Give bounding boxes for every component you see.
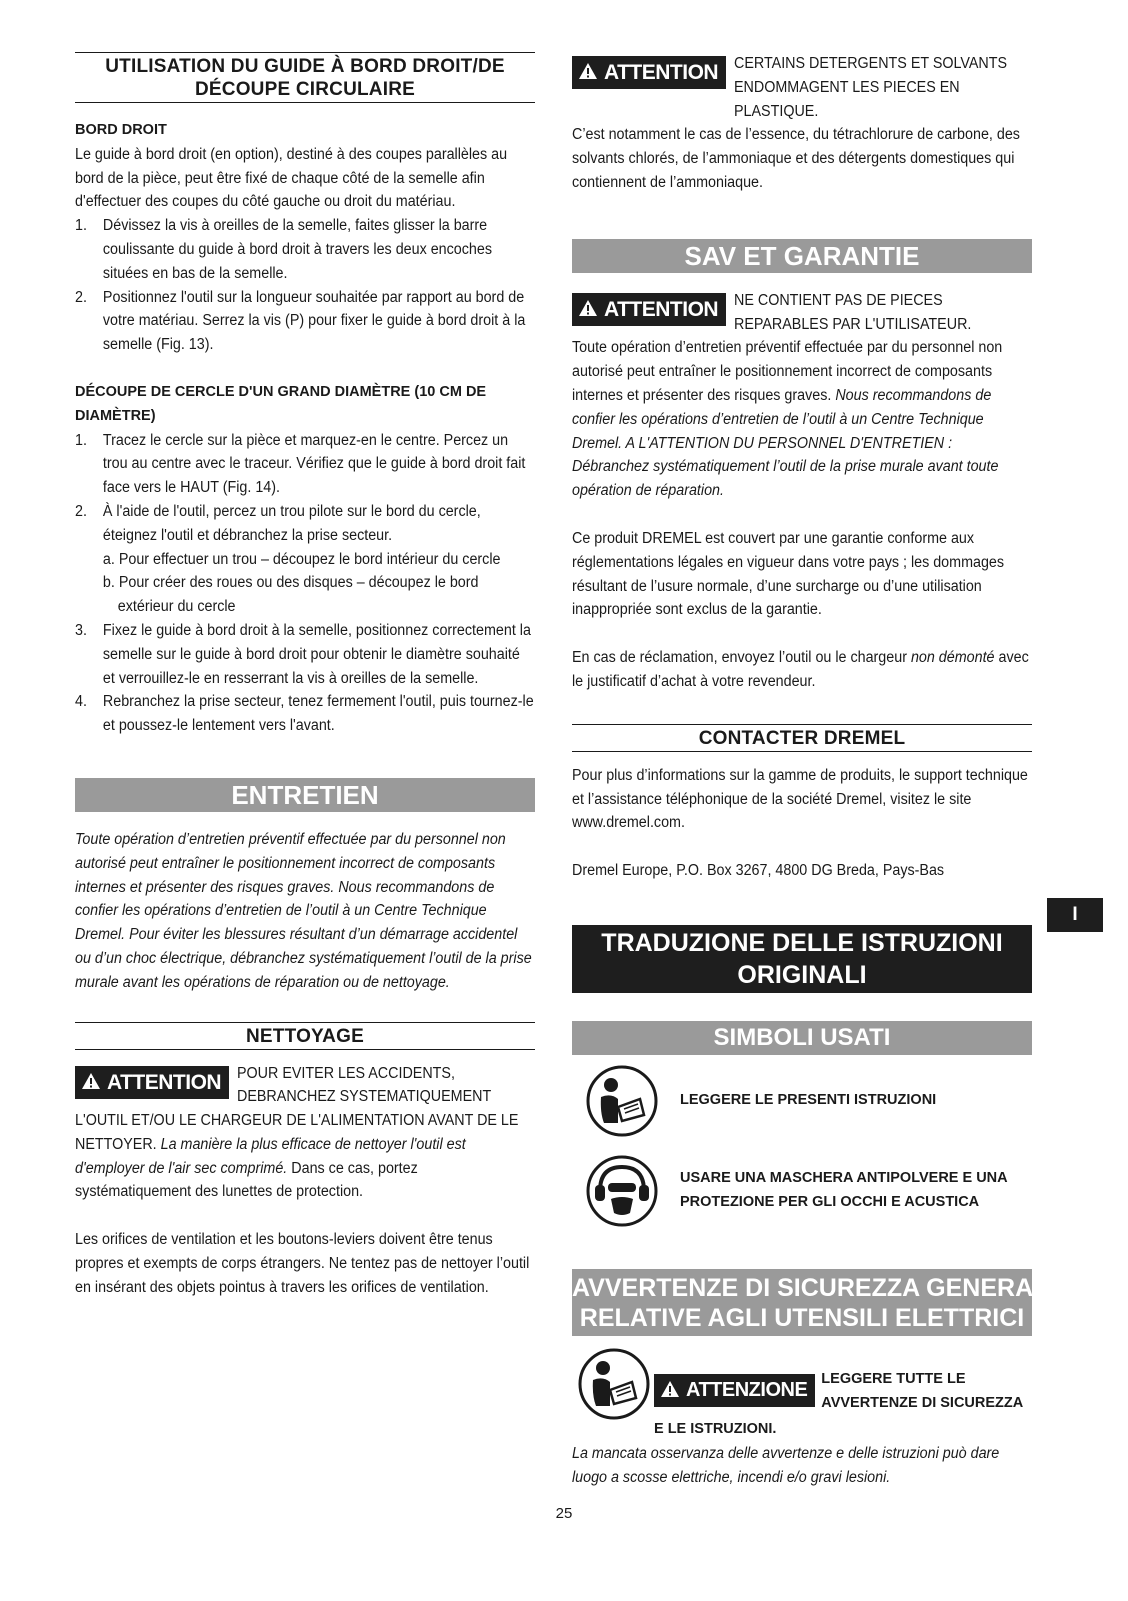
warning-triangle-icon	[578, 62, 598, 80]
attention-badge: ATTENTION	[75, 1066, 229, 1099]
mask-goggles-ear-protection-icon	[584, 1153, 660, 1229]
address-text: Dremel Europe, P.O. Box 3267, 4800 DG Breda, Pays-Bas	[572, 862, 945, 880]
bord-droit-steps	[75, 214, 535, 357]
list-item: 2. Positionnez l'outil sur la longueur souhaitée par rapport au bord de votre matériau. Serrez la vis (P) pour fixer le guide à bord droit à la semelle (Fig. 13).	[75, 288, 526, 354]
bord-droit-text: Le guide à bord droit (en option), destiné à des coupes parallèles au bord de la pièce, peut être fixé de chaque côté de la semelle afin d'effectuer des coupes du côté gauche ou droit du matériau.	[75, 145, 508, 211]
list-item: 2. À l'aide de l'outil, percez un trou pilote sur le bord du cercle, éteignez l'outil et débranchez la prise secteur.	[75, 502, 481, 544]
entretien-text: Toute opération d’entretien préventif effectuée par du personnel non autorisé peut entraîner le positionnement incorrect de composants internes et présenter des risques graves. Nous recommandons de confier les opérations d’entretien de l’outil à un Centre Technique Dremel. Pour éviter les blessures résultant d’un démarrage accidentel ou d’un choc électrique, débranchez systématiquement l’outil de la prise murale avant les opérations de réparation ou de nettoyage.	[75, 830, 532, 991]
contact-title: CONTACTER DREMEL	[572, 724, 1032, 752]
attenzione-warning: ATTENZIONE LEGGERE TUTTE LE AVVERTENZE DI SICUREZZA	[572, 1346, 1032, 1422]
symbol-read-instructions	[572, 1063, 1032, 1139]
right-column	[572, 52, 1056, 1489]
language-tab: I	[1047, 898, 1103, 932]
warning-triangle-icon	[81, 1072, 101, 1090]
read-manual-icon	[584, 1063, 660, 1139]
list-sub-item: b. Pour créer des roues ou des disques – découpez le bord extérieur du cercle	[102, 574, 479, 616]
sav-text: Toute opération d’entretien préventif effectuée par du personnel non autorisé peut entraîner le positionnement incorrect de composants internes et présenter des risques graves. Nous recommandons de confier les opérations d’entretien de l’outil à un Centre Technique Dremel. A L'ATTENTION DU PERSONNEL D'ENTRETIEN : Débranchez systématiquement l’outil de la prise murale avant toute opération de réparation.	[572, 339, 1003, 500]
garantie-text: Ce produit DREMEL est couvert par une garantie conforme aux réglementations légales en vigueur dans votre pays ; les dommages résultant de l’usure normale, d’une surcharge ou d’une utilisation inappropriée sont exclus de la garantie.	[572, 529, 1005, 619]
nettoyage-title: NETTOYAGE	[75, 1022, 535, 1050]
sav-warning: ATTENTION NE CONTIENT PAS DE PIECES REPARABLES PAR L'UTILISATEUR.	[572, 289, 1032, 337]
attenzione-line3: E LE ISTRUZIONI.	[654, 1420, 777, 1437]
entretien-title: ENTRETIEN	[75, 778, 535, 812]
attention-badge: ATTENTION	[572, 56, 726, 89]
left-column	[75, 52, 535, 1300]
reclamation-text: En cas de réclamation, envoyez l’outil ou le chargeur non démonté avec le justificatif d’achat à votre revendeur.	[572, 649, 1029, 690]
warning-triangle-icon	[578, 299, 598, 317]
guide-section-title: UTILISATION DU GUIDE À BORD DROIT/DE DÉCOUPE CIRCULAIRE	[75, 52, 535, 103]
contact-text: Pour plus d’informations sur la gamme de produits, le support technique et l’assistance téléphonique de la société Dremel, visitez le site www.dremel.com.	[572, 766, 1028, 832]
list-sub-item: a. Pour effectuer un trou – découpez le bord intérieur du cercle	[102, 550, 501, 568]
nettoyage-warning: ATTENTION POUR EVITER LES ACCIDENTS, DEBRANCHEZ SYSTEMATIQUEMENT	[75, 1062, 535, 1110]
sav-title: SAV ET GARANTIE	[572, 239, 1032, 273]
cercle-heading: DÉCOUPE DE CERCLE D'UN GRAND DIAMÈTRE (10 CM DE DIAMÈTRE)	[75, 383, 487, 424]
attenzione-text: La mancata osservanza delle avvertenze e delle istruzioni può dare luogo a scosse elettriche, incendi e/o gravi lesioni.	[572, 1444, 1000, 1486]
warning-triangle-icon	[660, 1380, 680, 1398]
nettoyage-text-2: Les orifices de ventilation et les boutons-leviers doivent être tenus propres et exempts de corps étrangers. Ne tentez pas de nettoyer l’outil en insérant des objets pointus à travers les orifices de ventilation.	[75, 1231, 530, 1296]
list-item: 1. Dévissez la vis à oreilles de la semelle, faites glisser la barre coulissante du guide à bord droit à travers les deux encoches situées en bas de la semelle.	[75, 217, 492, 282]
nettoyage-text: L'OUTIL ET/OU LE CHARGEUR DE L'ALIMENTATION AVANT DE LE NETTOYER. La manière la plus efficace de nettoyer l'outil est d'employer de l'air sec comprimé. Dans ce cas, portez systématiquement des lunettes de protection.	[75, 1112, 519, 1201]
page-number: 25	[555, 1505, 573, 1522]
detergents-text: C’est notamment le cas de l’essence, du tétrachlorure de carbone, des solvants chlorés, de l’ammoniaque et des détergents domestiques qui contiennent de l’ammoniaque.	[572, 126, 1020, 191]
avvertenze-title: AVVERTENZE DI SICUREZZA GENERALI RELATIVE AGLI UTENSILI ELETTRICI	[572, 1269, 1032, 1336]
traduzione-title: TRADUZIONE DELLE ISTRUZIONI ORIGINALI	[572, 925, 1032, 993]
cercle-steps	[75, 429, 535, 738]
list-item: 4. Rebranchez la prise secteur, tenez fermement l'outil, puis tournez-le et poussez-le lentement vers l'avant.	[75, 693, 534, 735]
list-item: 1. Tracez le cercle sur la pièce et marquez-en le centre. Percez un trou au centre avec le traceur. Vérifiez que le guide à bord droit fait face vers le HAUT (Fig. 14).	[75, 431, 526, 497]
simboli-title: SIMBOLI USATI	[572, 1021, 1032, 1055]
symbol-label: LEGGERE LE PRESENTI ISTRUZIONI	[680, 1092, 937, 1109]
attention-badge: ATTENTION	[572, 293, 726, 326]
detergents-warning: ATTENTION CERTAINS DETERGENTS ET SOLVANTS ENDOMMAGENT LES PIECES EN PLASTIQUE.	[572, 52, 1032, 123]
bord-droit-heading: BORD DROIT	[75, 122, 167, 138]
list-item: 3. Fixez le guide à bord droit à la semelle, positionnez correctement la semelle sur le guide à bord droit pour obtenir le diamètre souhaité et verrouillez-le en resserrant la vis à oreilles de la semelle.	[75, 621, 531, 687]
read-manual-icon	[576, 1346, 652, 1422]
attenzione-badge: ATTENZIONE	[654, 1374, 815, 1407]
symbol-label: USARE UNA MASCHERA ANTIPOLVERE E UNA PROTEZIONE PER GLI OCCHI E ACUSTICA	[680, 1170, 1008, 1210]
symbol-protection	[572, 1153, 1032, 1229]
